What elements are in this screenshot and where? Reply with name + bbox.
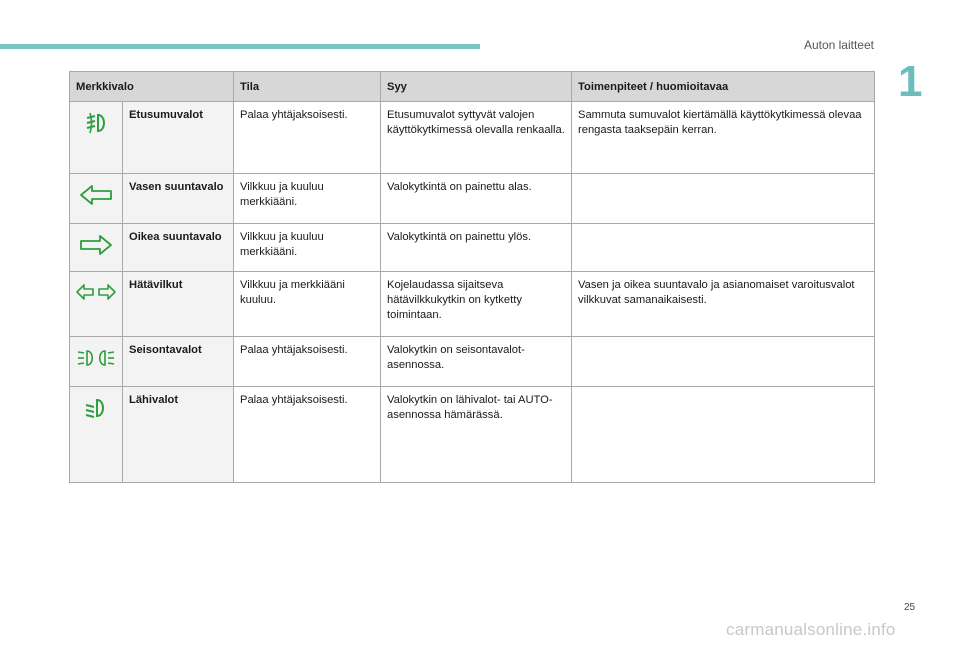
lamp-action — [572, 224, 875, 272]
lamp-cause: Valokytkintä on painettu ylös. — [381, 224, 572, 272]
lamp-cause: Valokytkin on lähivalot- tai AUTO-asennossa hämärässä. — [381, 387, 572, 483]
lamp-action: Sammuta sumuvalot kiertämällä käyttökytkimessä olevaa rengasta taaksepäin kerran. — [572, 102, 875, 174]
lamp-state: Palaa yhtäjaksoisesti. — [234, 102, 381, 174]
lamp-state: Vilkkuu ja kuuluu merkkiääni. — [234, 224, 381, 272]
lamp-action: Vasen ja oikea suuntavalo ja asianomaiset varoitusvalot vilkkuvat samanaikaisesti. — [572, 272, 875, 337]
lamp-cause: Valokytkin on seisontavalot-asennossa. — [381, 337, 572, 387]
lamp-name: Oikea suuntavalo — [123, 224, 234, 272]
lamp-state: Palaa yhtäjaksoisesti. — [234, 337, 381, 387]
front-fog-lamp-icon — [70, 112, 122, 134]
lamp-state: Palaa yhtäjaksoisesti. — [234, 387, 381, 483]
column-header-state: Tila — [234, 72, 381, 102]
header-accent-bar — [0, 44, 480, 49]
table-header-row — [70, 72, 875, 102]
right-turn-signal-icon — [70, 234, 122, 256]
warning-lamps-table — [69, 71, 875, 483]
lamp-name: Lähivalot — [123, 387, 234, 483]
lamp-state: Vilkkuu ja merkkiääni kuuluu. — [234, 272, 381, 337]
lamp-state: Vilkkuu ja kuuluu merkkiääni. — [234, 174, 381, 224]
table-row — [70, 387, 875, 483]
dipped-beam-icon — [70, 397, 122, 419]
column-header-cause: Syy — [381, 72, 572, 102]
lamp-action — [572, 337, 875, 387]
chapter-number: 1 — [898, 57, 923, 106]
column-header-action: Toimenpiteet / huomioitavaa — [572, 72, 875, 102]
watermark: carmanualsonline.info — [726, 620, 896, 639]
lamp-action — [572, 387, 875, 483]
section-title: Auton laitteet — [803, 38, 874, 52]
table-row — [70, 174, 875, 224]
table-row — [70, 272, 875, 337]
lamp-name: Etusumuvalot — [123, 102, 234, 174]
side-lights-icon — [70, 347, 122, 369]
lamp-cause: Valokytkintä on painettu alas. — [381, 174, 572, 224]
lamp-name: Hätävilkut — [123, 272, 234, 337]
lamp-cause: Etusumuvalot syttyvät valojen käyttökytkimessä olevalla renkaalla. — [381, 102, 572, 174]
lamp-action — [572, 174, 875, 224]
table-row — [70, 102, 875, 174]
lamp-name: Vasen suuntavalo — [123, 174, 234, 224]
lamp-name: Seisontavalot — [123, 337, 234, 387]
table-row — [70, 337, 875, 387]
page-number: 25 — [904, 602, 916, 613]
column-header-lamp: Merkkivalo — [70, 72, 234, 102]
left-turn-signal-icon — [70, 184, 122, 206]
table-row — [70, 224, 875, 272]
hazard-warning-icon — [70, 282, 122, 302]
lamp-cause: Kojelaudassa sijaitseva hätävilkkukytkin on kytketty toimintaan. — [381, 272, 572, 337]
